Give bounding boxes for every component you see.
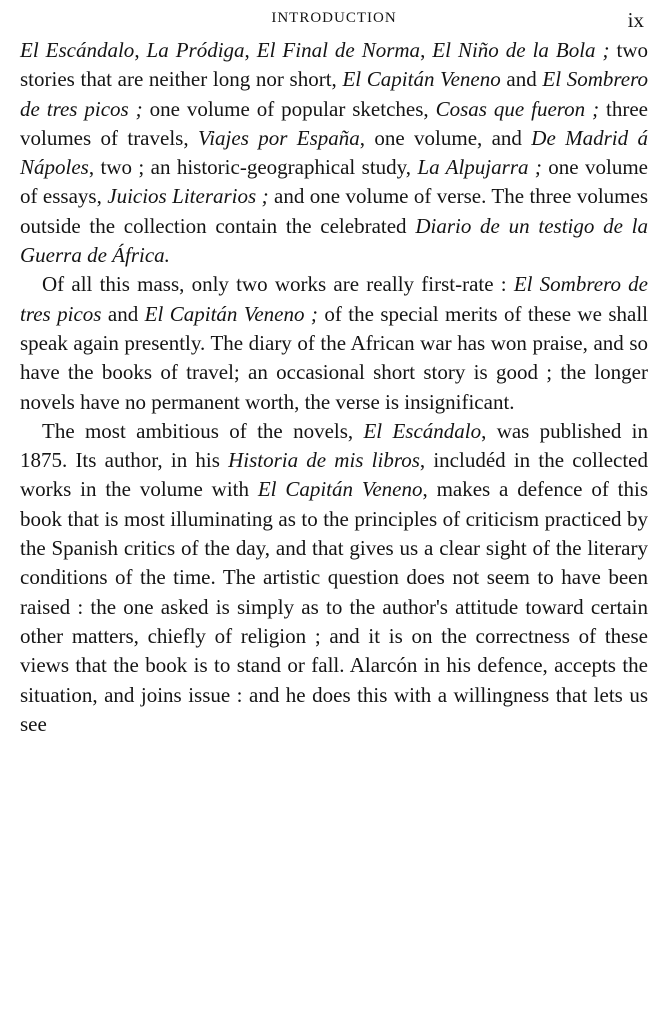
italic-title-run: El Escándalo bbox=[20, 38, 135, 62]
text-run: , two ; an historic-geographical study, bbox=[88, 155, 418, 180]
italic-title-run: Historia de mis libros bbox=[228, 448, 420, 473]
italic-title-run: El Niño de la Bola ; bbox=[432, 38, 610, 62]
text-run: of the special merits of these we shall speak again presently. The diary of the African war has won praise, and so have the books of travel; an occasional short story is good ; the longer novels have no permanent worth, the verse is insignificant. bbox=[20, 301, 649, 414]
text-run: , was published in 1875. Its author, in his bbox=[20, 418, 648, 473]
italic-title-run: La Pródiga bbox=[146, 38, 245, 62]
text-run: The most ambitious of the novels, bbox=[42, 418, 364, 443]
italic-title-run: De Madrid á Nápoles bbox=[20, 125, 648, 180]
text-run: and one volume of verse. The three volumes outside the collection contain the celebrated bbox=[20, 184, 649, 238]
paragraph-1 bbox=[20, 36, 648, 270]
italic-title-run: El Capitán Veneno ; bbox=[144, 301, 318, 326]
text-run: three volumes of travels, bbox=[20, 96, 648, 150]
text-run: Of all this mass, only two works are really first-rate : bbox=[42, 272, 514, 297]
text-run: , one volume, and bbox=[359, 125, 532, 150]
italic-title-run: Diario de un testigo de la Guerra de África. bbox=[20, 213, 648, 268]
italic-title-run: Viajes por España bbox=[197, 125, 360, 150]
text-run: and bbox=[101, 301, 145, 326]
italic-title-run: La Alpujarra ; bbox=[417, 155, 542, 180]
italic-title-run: El Capitán Veneno bbox=[342, 67, 501, 92]
italic-title-run: El Final de Norma bbox=[256, 38, 421, 62]
italic-title-run: El Sombrero de tres picos ; bbox=[20, 67, 648, 121]
paragraph-3 bbox=[20, 417, 648, 739]
text-run: , bbox=[134, 38, 147, 62]
italic-title-run: Juicios Literarios ; bbox=[107, 184, 269, 209]
text-run: and bbox=[500, 67, 543, 92]
text-run: one volume of popular sketches, bbox=[142, 96, 436, 121]
text-run: one volume of essays, bbox=[20, 155, 648, 209]
text-run: , bbox=[420, 38, 433, 62]
italic-title-run: El Sombrero de tres picos bbox=[20, 272, 648, 326]
italic-title-run: El Capitán Veneno bbox=[257, 477, 423, 502]
text-run: two stories that are neither long nor short, bbox=[20, 38, 649, 92]
italic-title-run: El Escándalo bbox=[363, 418, 482, 443]
running-header bbox=[20, 10, 648, 36]
text-run: , makes a defence of this book that is most illuminating as to the principles of criticism practiced by the Spanish critics of the day, and that gives us a clear sight of the literary conditions of the time. The artistic question does not seem to have been raised : the one asked is simply as to the author's attitude toward certain other matters, chiefly of religion ; and it is on the correctness of these views that the book is to stand or fall. Alarcón in his defence, accepts the situation, and joins issue : and he does this with a willingness that lets us see bbox=[20, 477, 648, 736]
page-number: ix bbox=[627, 8, 644, 32]
body-text bbox=[20, 36, 648, 739]
text-run: , includéd in the collected works in the volume with bbox=[20, 448, 648, 502]
paragraph-2 bbox=[20, 270, 648, 416]
running-title: INTRODUCTION bbox=[271, 10, 397, 26]
italic-title-run: Cosas que fueron ; bbox=[435, 96, 600, 121]
text-run: , bbox=[244, 38, 257, 62]
